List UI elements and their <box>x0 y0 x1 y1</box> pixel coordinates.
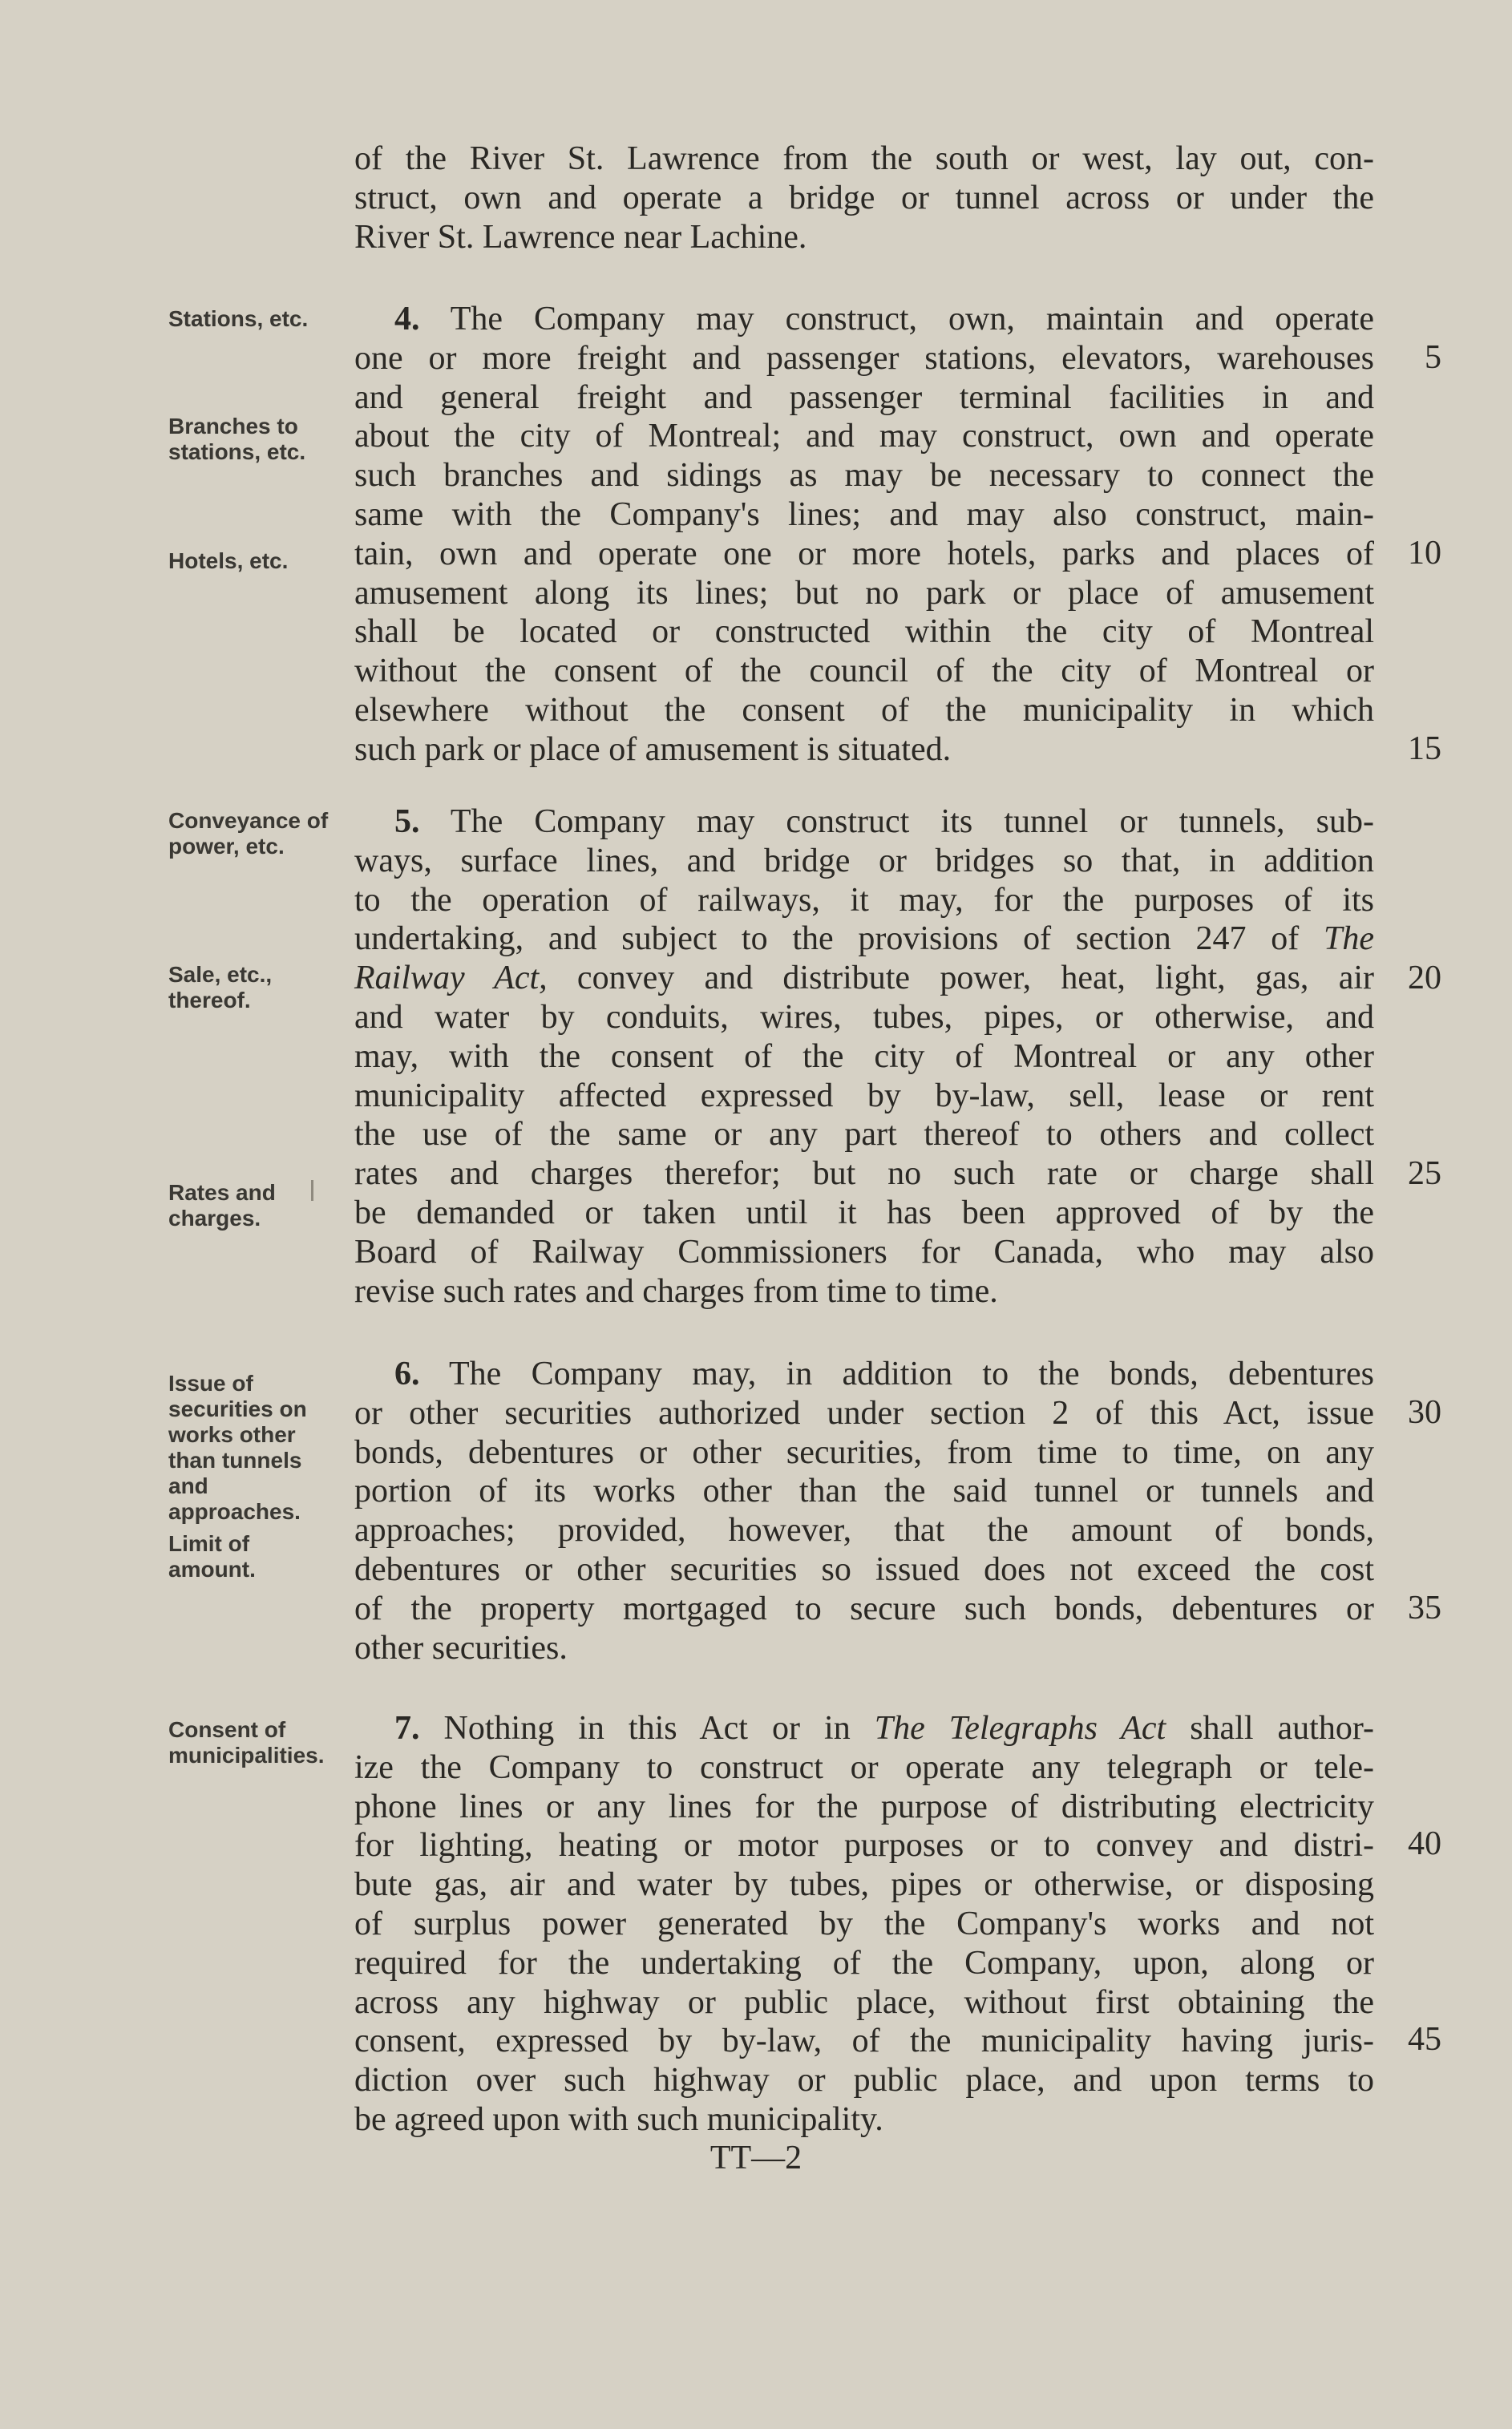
text-line: diction over such highway or public place, and upon terms to <box>354 2062 1374 2100</box>
text-line: tain, own and operate one or more hotels, parks and places of <box>354 535 1374 572</box>
text-line: undertaking, and subject to the provisions of section 247 of The <box>354 920 1374 958</box>
section-5 <box>354 802 1374 1311</box>
text-line: and water by conduits, wires, tubes, pipes, or otherwise, and <box>354 998 1374 1036</box>
line-number: 35 <box>1408 1590 1441 1627</box>
text-line: elsewhere without the consent of the municipality in which <box>354 691 1374 729</box>
marginal-note: Branches to stations, etc. <box>168 414 306 464</box>
text-line: revise such rates and charges from time to time. <box>354 1272 998 1310</box>
section-4 <box>354 300 1374 770</box>
text-line: of surplus power generated by the Company's works and not <box>354 1905 1374 1942</box>
section-number: 7. <box>394 1710 420 1747</box>
marginal-note: Limit of amount. <box>168 1531 256 1582</box>
page-signature: TT—2 <box>710 2140 802 2176</box>
text-line: across any highway or public place, without first obtaining the <box>354 1983 1374 2021</box>
marginal-note: Rates and charges. <box>168 1180 276 1231</box>
text-line: other securities. <box>354 1629 568 1667</box>
text-line: consent, expressed by by-law, of the municipality having juris- <box>354 2023 1374 2060</box>
marginal-note: Consent of municipalities. <box>168 1717 325 1768</box>
text-line: amusement along its lines; but no park or place of amusement <box>354 574 1374 612</box>
text-line: 6. The Company may, in addition to the bonds, debentures <box>394 1356 1374 1392</box>
text-line: or other securities authorized under section 2 of this Act, issue <box>354 1394 1374 1432</box>
text-line: struct, own and operate a bridge or tunnel across or under the <box>354 179 1374 216</box>
text-line: bonds, debentures or other securities, from time to time, on any <box>354 1433 1374 1471</box>
text-line: about the city of Montreal; and may construct, own and operate <box>354 418 1374 455</box>
text-line: of the River St. Lawrence from the south or west, lay out, con- <box>354 140 1374 177</box>
text-line: may, with the consent of the city of Montreal or any other <box>354 1037 1374 1075</box>
margin-tick-mark <box>311 1180 313 1201</box>
continuation-paragraph <box>354 139 1374 257</box>
text-line: rates and charges therefor; but no such rate or charge shall <box>354 1155 1374 1193</box>
text-line: to the operation of railways, it may, for the purposes of its <box>354 881 1374 919</box>
line-number: 10 <box>1408 535 1441 572</box>
section-number: 6. <box>394 1356 420 1392</box>
text-line: 7. Nothing in this Act or in The Telegraphs Act shall author- <box>394 1710 1374 1747</box>
section-6 <box>354 1355 1374 1667</box>
section-7 <box>354 1709 1374 2140</box>
text-line: and general freight and passenger terminal facilities in and <box>354 378 1374 416</box>
text-line: same with the Company's lines; and may also construct, main- <box>354 495 1374 533</box>
text-line: of the property mortgaged to secure such bonds, debentures or <box>354 1590 1374 1627</box>
text-line: such park or place of amusement is situated. <box>354 730 952 768</box>
marginal-note: Conveyance of power, etc. <box>168 808 329 859</box>
text-line: without the consent of the council of the city of Montreal or <box>354 653 1374 690</box>
text-line: be agreed upon with such municipality. <box>354 2100 883 2138</box>
text-line: for lighting, heating or motor purposes or to convey and distri- <box>354 1827 1374 1865</box>
text-line: bute gas, air and water by tubes, pipes or otherwise, or disposing <box>354 1866 1374 1904</box>
marginal-note: Sale, etc., thereof. <box>168 962 273 1012</box>
text-line: shall be located or constructed within the city of Montreal <box>354 613 1374 651</box>
text-line: required for the undertaking of the Company, upon, along or <box>354 1944 1374 1982</box>
line-number: 45 <box>1408 2021 1441 2058</box>
text-line: 5. The Company may construct its tunnel or tunnels, sub- <box>394 803 1374 840</box>
text-line: Railway Act, convey and distribute power, heat, light, gas, air <box>354 960 1374 997</box>
marginal-note: Stations, etc. <box>168 306 309 331</box>
line-number: 30 <box>1408 1394 1441 1431</box>
text-line: ways, surface lines, and bridge or bridges so that, in addition <box>354 842 1374 879</box>
text-line: such branches and sidings as may be necessary to connect the <box>354 457 1374 495</box>
text-line: approaches; provided, however, that the amount of bonds, <box>354 1512 1374 1550</box>
text-line: phone lines or any lines for the purpose of distributing electricity <box>354 1788 1374 1825</box>
text-line: Board of Railway Commissioners for Canada, who may also <box>354 1233 1374 1271</box>
section-number: 4. <box>394 301 420 337</box>
text-line: the use of the same or any part thereof to others and collect <box>354 1116 1374 1154</box>
text-line: be demanded or taken until it has been approved of by the <box>354 1194 1374 1231</box>
marginal-note: Hotels, etc. <box>168 548 289 573</box>
line-number: 40 <box>1408 1825 1441 1862</box>
text-line: ize the Company to construct or operate any telegraph or tele- <box>354 1748 1374 1786</box>
text-line: portion of its works other than the said tunnel or tunnels and <box>354 1473 1374 1510</box>
text-line: 4. The Company may construct, own, maintain and operate <box>394 301 1374 337</box>
line-number: 15 <box>1408 730 1441 767</box>
line-number: 20 <box>1408 960 1441 996</box>
line-number: 25 <box>1408 1155 1441 1192</box>
text-line: debentures or other securities so issued does not exceed the cost <box>354 1550 1374 1588</box>
section-number: 5. <box>394 803 420 840</box>
text-line: municipality affected expressed by by-law, sell, lease or rent <box>354 1077 1374 1114</box>
marginal-note: Issue of securities on works other than tunnels and approaches. <box>168 1371 307 1524</box>
text-line: one or more freight and passenger stations, elevators, warehouses <box>354 339 1374 377</box>
line-number: 5 <box>1425 339 1441 376</box>
text-line: River St. Lawrence near Lachine. <box>354 218 807 256</box>
